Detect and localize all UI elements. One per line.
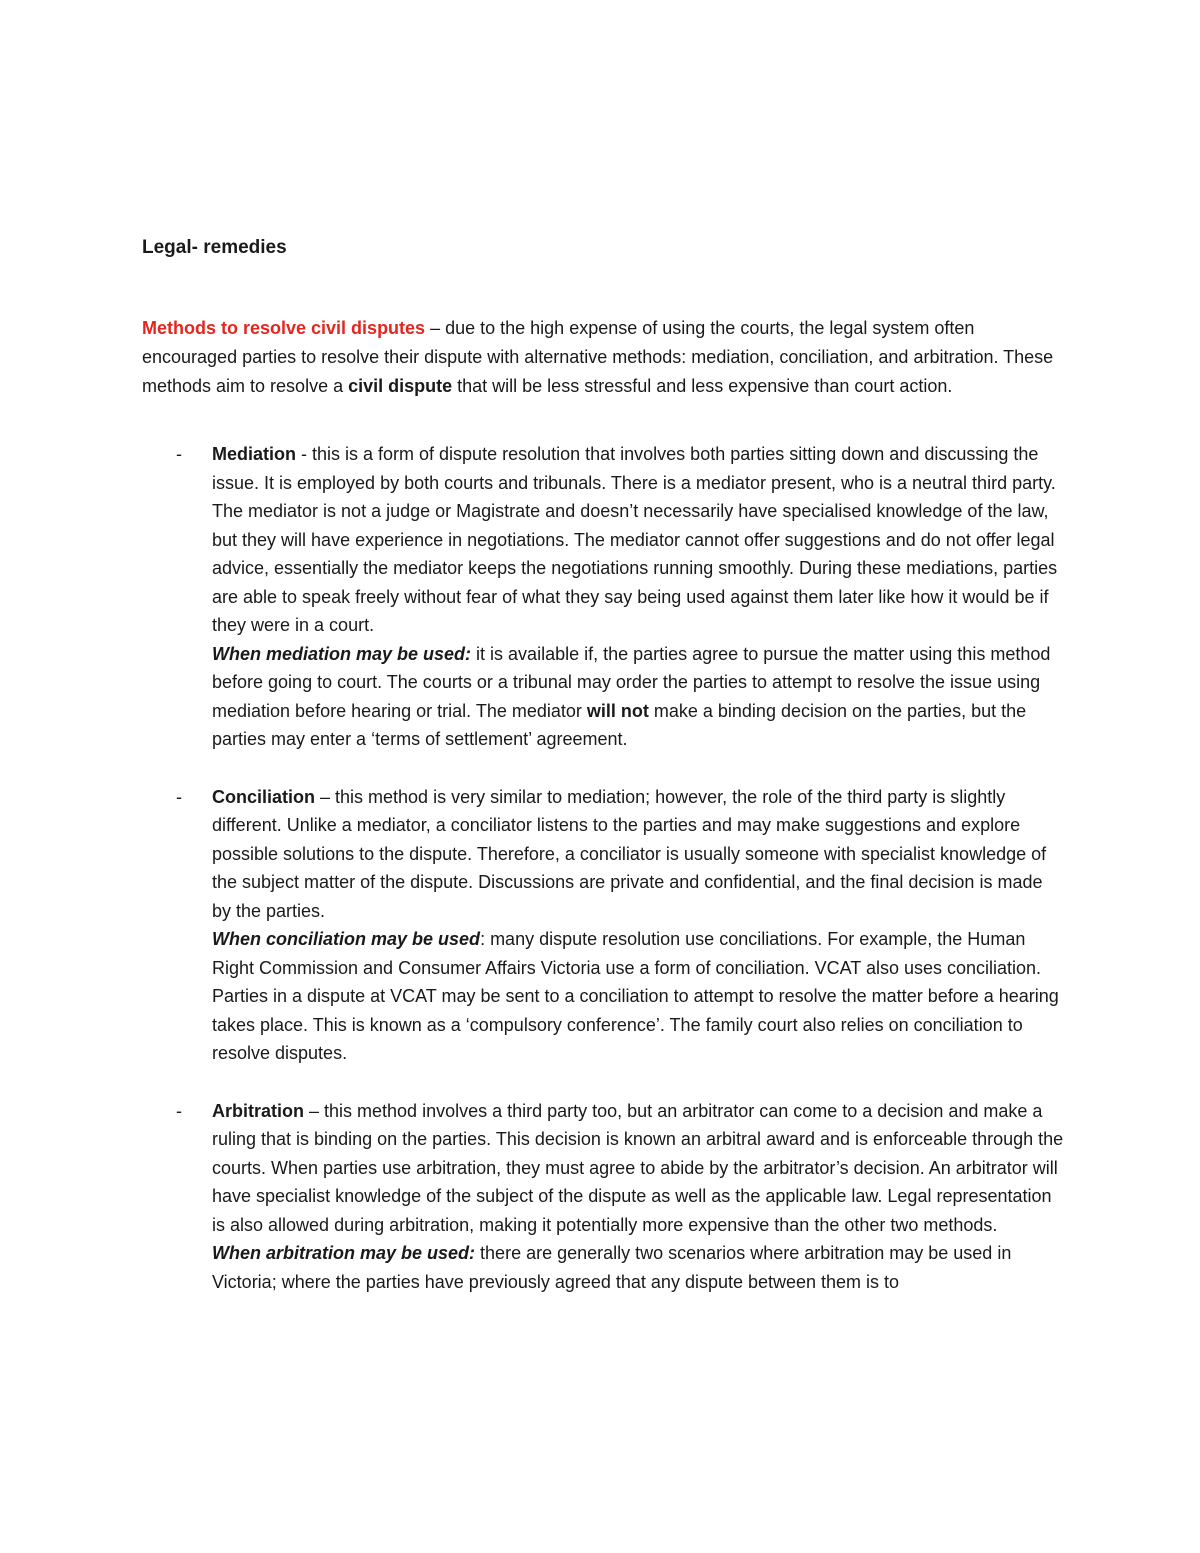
conciliation-when-text: : many dispute resolution use conciliations. For example, the Human Right Commission and Consumer Affairs Victoria use a form of conciliation. VCAT also uses conciliation. Parties in a dispute at VCAT may be sent to a conciliation to attempt to resolve the matter before a hearing takes place. This is known as a ‘compulsory conference’. The family court also relies on conciliation to resolve disputes. [212, 929, 1059, 1063]
arbitration-description [212, 1097, 1064, 1240]
arbitration-when-text: there are generally two scenarios where arbitration may be used in Victoria; where the parties have previously agreed that any dispute between them is to [212, 1243, 1012, 1292]
list-item-mediation [176, 440, 1064, 754]
mediation-when-text-2: make a binding decision on the parties, but the parties may enter a ‘terms of settlement’ agreement. [212, 700, 1027, 749]
conciliation-text: – this method is very similar to mediation; however, the role of the third party is slightly different. Unlike a mediator, a conciliator listens to the parties and may make suggestions and explore possible solutions to the dispute. Therefore, a conciliator is usually someone with specialist knowledge of the subject matter of the dispute. Discussions are private and confidential, and the final decision is made by the parties. [212, 786, 1047, 921]
conciliation-term: Conciliation [212, 786, 315, 807]
bullet-dash: - [176, 444, 182, 464]
bullet-dash: - [176, 786, 182, 807]
page-title: Legal- remedies [142, 237, 287, 258]
mediation-term: Mediation [212, 444, 296, 464]
bullet-dash: - [176, 1100, 182, 1121]
intro-text-2: that will be less stressful and less expensive than court action. [452, 376, 953, 396]
intro-heading: Methods to resolve civil disputes [142, 318, 426, 338]
conciliation-description [212, 783, 1064, 926]
mediation-when-bold: will not [586, 700, 649, 721]
arbitration-when-label: When arbitration may be used: [212, 1243, 476, 1263]
mediation-description [212, 440, 1064, 640]
methods-list [0, 440, 1200, 1296]
mediation-when-label: When mediation may be used: [212, 643, 472, 664]
conciliation-when [212, 925, 1064, 1068]
arbitration-when [212, 1239, 1064, 1296]
mediation-when [212, 640, 1064, 754]
intro-paragraph [142, 314, 1057, 401]
arbitration-text: – this method involves a third party too, but an arbitrator can come to a decision and make a ruling that is binding on the parties. This decision is known an arbitral award and is enforceable through the courts. When parties use arbitration, they must agree to abide by the arbitrator’s decision. An arbitrator will have specialist knowledge of the subject of the dispute as well as the applicable law. Legal representation is also allowed during arbitration, making it potentially more expensive than the other two methods. [212, 1100, 1064, 1235]
conciliation-when-label: When conciliation may be used [212, 929, 481, 949]
mediation-when-text-1: it is available if, the parties agree to pursue the matter using this method before going to court. The courts or a tribunal may order the parties to attempt to resolve the issue using mediation before hearing or trial. The mediator [212, 643, 1051, 721]
arbitration-term: Arbitration [212, 1100, 304, 1121]
list-item-conciliation [176, 783, 1064, 1068]
intro-bold-term: civil dispute [348, 376, 453, 396]
intro-text-1: – due to the high expense of using the courts, the legal system often encouraged parties to resolve their dispute with alternative methods: mediation, conciliation, and arbitration. These methods aim to resolve a [142, 318, 1054, 396]
list-item-arbitration [176, 1097, 1064, 1297]
mediation-text: - this is a form of dispute resolution that involves both parties sitting down and discussing the issue. It is employed by both courts and tribunals. There is a mediator present, who is a neutral third party. The mediator is not a judge or Magistrate and doesn’t necessarily have specialised knowledge of the law, but they will have experience in negotiations. The mediator cannot offer suggestions and do not offer legal advice, essentially the mediator keeps the negotiations running smoothly. During these mediations, parties are able to speak freely without fear of what they say being used against them later like how it would be if they were in a court. [212, 444, 1058, 635]
